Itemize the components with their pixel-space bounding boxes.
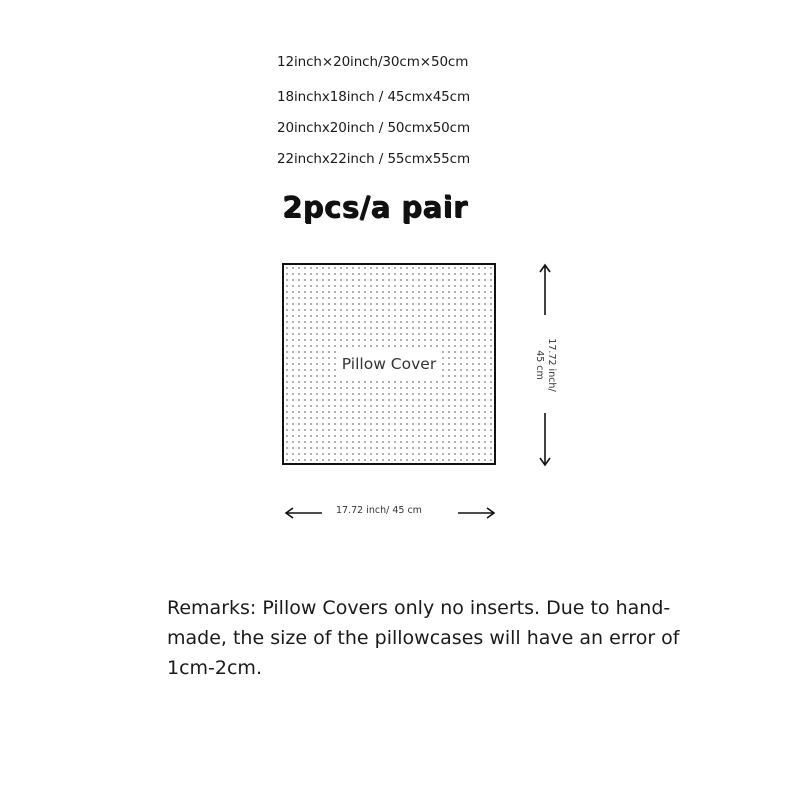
width-dimension-label: 17.72 inch/ 45 cm — [336, 505, 422, 516]
size-option: 18inchx18inch / 45cmx45cm — [277, 89, 471, 105]
height-arrow-down — [540, 413, 550, 465]
height-dimension-label — [533, 338, 557, 391]
height-dimension-line1: 17.72 inch/ — [546, 338, 557, 392]
size-option: 20inchx20inch / 50cmx50cm — [277, 120, 471, 136]
height-dimension-line2: 45 cm — [534, 350, 545, 380]
width-arrow-left — [286, 508, 322, 518]
pillow-cover-label: Pillow Cover — [336, 349, 442, 379]
size-option: 22inchx22inch / 55cmx55cm — [277, 151, 471, 167]
remarks-text: Remarks: Pillow Covers only no inserts. Due to hand-made, the size of the pillowcases will have an error of 1cm-2cm. — [167, 597, 680, 679]
width-arrow-right — [458, 508, 494, 518]
size-option: 12inch×20inch/30cm×50cm — [277, 54, 469, 70]
height-arrow-up — [540, 265, 550, 315]
pair-label: 2pcs/a pair — [282, 190, 468, 224]
